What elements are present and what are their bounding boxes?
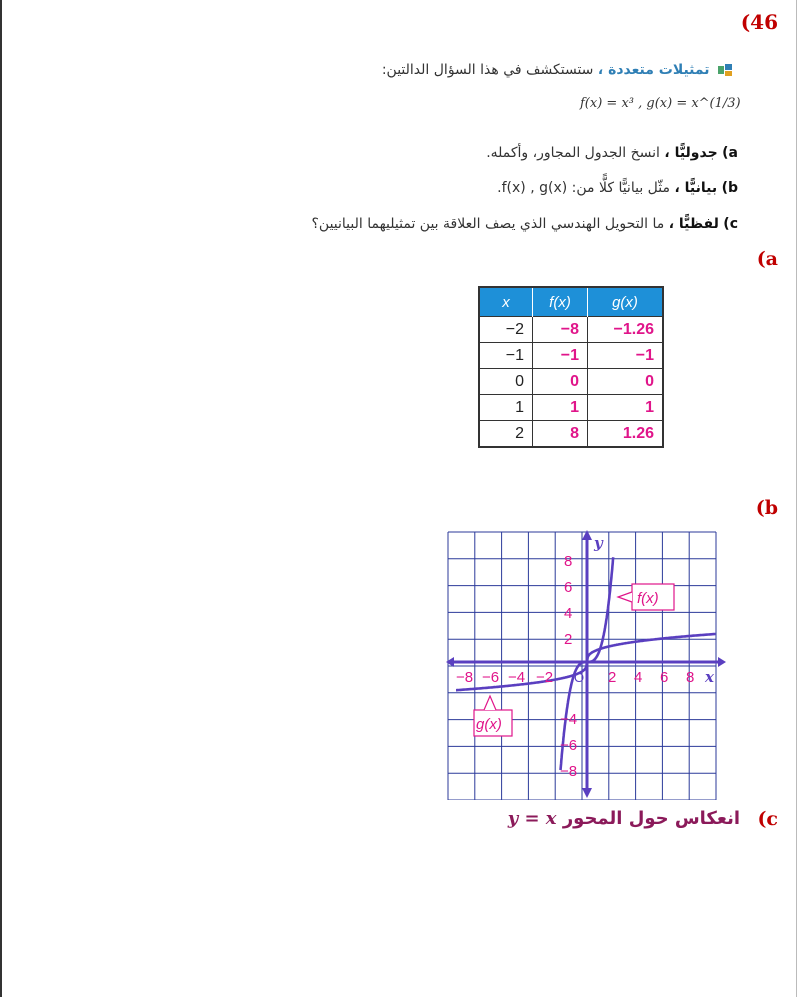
y-tick: −4: [560, 711, 578, 728]
part-b-line: [258, 180, 738, 196]
answer-c-equation: y = x: [507, 808, 557, 829]
intro-text: ستستكشف في هذا السؤال الدالتين:: [381, 62, 594, 78]
table-row: [479, 421, 663, 448]
x-tick: −8: [456, 669, 474, 686]
table-row: [479, 343, 663, 369]
part-c-text: ما التحويل الهندسي الذي يصف العلاقة بين تمثيليهما البيانيين؟: [311, 216, 665, 232]
multiple-representations-icon: [718, 64, 732, 76]
header-fx: f(x): [533, 287, 588, 317]
f-label: f(x): [637, 590, 659, 607]
question-number: (46: [740, 10, 778, 34]
x-tick: 4: [634, 669, 643, 686]
section-title: تمثيلات متعددة ،: [597, 62, 710, 78]
cell-fx: 1: [533, 395, 588, 421]
part-c-line: [178, 216, 738, 232]
cell-x: 2: [479, 421, 533, 448]
y-tick: 4: [564, 605, 573, 622]
part-a-text: انسخ الجدول المجاور، وأكمله.: [486, 145, 660, 161]
cell-fx: 8: [533, 421, 588, 448]
cell-x: −1: [479, 343, 533, 369]
x-tick: 8: [686, 669, 695, 686]
cell-fx: 0: [533, 369, 588, 395]
x-tick: 6: [660, 669, 669, 686]
f-callout: [618, 584, 674, 610]
part-a-title: جدوليًّا ،: [664, 145, 718, 161]
part-a-line: [258, 145, 738, 161]
cell-x: −2: [479, 317, 533, 343]
x-tick: −4: [508, 669, 526, 686]
answer-c-text: انعكاس حول المحور: [562, 808, 740, 829]
values-table: [478, 286, 664, 448]
label-b: (b: [755, 497, 778, 519]
part-b-letter: b): [721, 180, 738, 196]
cell-fx: −8: [533, 317, 588, 343]
y-tick: 8: [564, 553, 573, 570]
g-label: g(x): [476, 716, 502, 733]
part-c-letter: c): [723, 216, 738, 232]
y-tick: 6: [564, 579, 573, 596]
part-a-letter: a): [722, 145, 738, 161]
part-c-title: لفظيًّا ،: [668, 216, 719, 232]
y-tick: −8: [560, 763, 578, 780]
cell-fx: −1: [533, 343, 588, 369]
y-axis-label: y: [594, 534, 603, 552]
cell-gx: 0: [588, 369, 664, 395]
cell-x: 1: [479, 395, 533, 421]
table-header-row: [479, 287, 663, 317]
y-axis-arrow-down: [582, 788, 592, 798]
table-row: [479, 369, 663, 395]
function-graph: [446, 530, 726, 800]
y-tick: 2: [564, 631, 573, 648]
answer-c: [470, 808, 740, 829]
x-axis-label: x: [705, 668, 714, 686]
header-gx: g(x): [588, 287, 664, 317]
x-tick: −2: [536, 669, 554, 686]
x-tick: −6: [482, 669, 500, 686]
part-b-text: مثّل بيانيًّا كلًّا من: f(x) , g(x).: [497, 180, 670, 196]
cell-gx: −1: [588, 343, 664, 369]
cell-gx: 1.26: [588, 421, 664, 448]
cell-gx: 1: [588, 395, 664, 421]
table-row: [479, 317, 663, 343]
functions-formula: f(x) = x³ , g(x) = x^(1/3): [580, 96, 741, 111]
x-tick: 2: [608, 669, 617, 686]
intro-line: [312, 62, 732, 78]
label-c: (c: [757, 808, 778, 830]
cell-x: 0: [479, 369, 533, 395]
graph-grid: [448, 532, 716, 800]
label-a: (a: [756, 248, 778, 270]
table-row: [479, 395, 663, 421]
part-b-title: بيانيًّا ،: [674, 180, 718, 196]
y-tick: −6: [560, 737, 578, 754]
g-callout: [474, 696, 512, 736]
cell-gx: −1.26: [588, 317, 664, 343]
origin-label: O: [574, 670, 585, 685]
header-x: x: [479, 287, 533, 317]
x-axis-arrow-right: [718, 657, 726, 667]
